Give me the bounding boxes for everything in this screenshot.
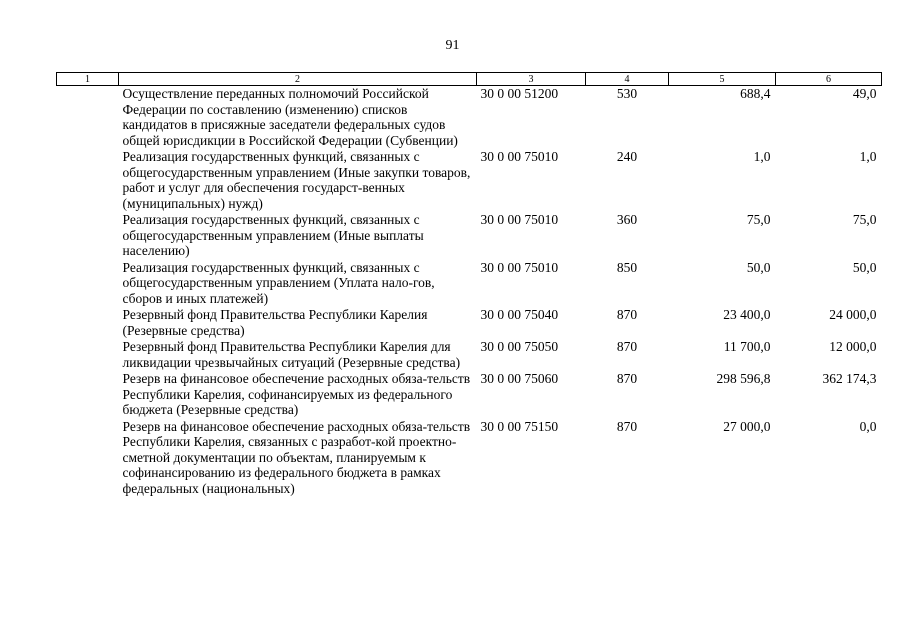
row-index-cell [57,339,119,371]
table-row [57,260,882,308]
expense-type-code: 530 [616,86,638,101]
amount-year-1: 688,4 [740,86,771,101]
expense-type-code: 360 [616,212,638,227]
table-row [57,86,882,150]
expense-type-code: 870 [616,339,638,354]
amount-year-1: 1,0 [753,149,771,164]
expense-name: Резерв на финансовое обеспечение расходных обяза-тельств Республики Карелия, связанных с разработ-кой проектно-сметной документации по объектам, планируемым к софинансированию из федерального бюджета в рамках федеральных (национальных) [122,418,471,496]
column-header: 6 [776,73,882,86]
amount-year-1: 75,0 [746,212,771,227]
expense-type-code: 850 [616,259,638,275]
expense-name: Резервный фонд Правительства Республики Карелия (Резервные средства) [122,307,428,338]
amount-year-2: 362 174,3 [822,371,877,386]
column-header: 3 [477,73,586,86]
target-code: 30 0 00 75010 [480,212,559,227]
target-code: 30 0 00 75150 [480,418,559,434]
table-row [57,419,882,498]
row-index-cell [57,371,119,419]
amount-year-2: 0,0 [859,418,877,434]
row-index-cell [57,419,119,498]
page-number: 91 [445,38,460,53]
column-header: 1 [57,73,119,86]
expense-type-code: 240 [616,149,638,164]
amount-year-2: 50,0 [852,259,877,275]
row-index-cell [57,86,119,150]
row-index-cell [57,260,119,308]
column-header: 5 [669,73,776,86]
expense-name: Реализация государственных функций, связанных с общегосударственным управлением (Уплата нало-гов, сборов и иных платежей) [122,259,435,306]
amount-year-2: 24 000,0 [829,307,877,322]
target-code: 30 0 00 75050 [480,339,559,354]
expense-name: Резерв на финансовое обеспечение расходных обяза-тельств Республики Карелия, софинансируемых из федерального бюджета (Резервные средства) [122,371,471,417]
amount-year-1: 27 000,0 [723,418,771,434]
expense-type-code: 870 [616,307,638,322]
target-code: 30 0 00 75010 [480,149,559,164]
column-number-row [57,73,882,86]
target-code: 30 0 00 75010 [480,259,559,275]
expense-type-code: 870 [616,371,638,386]
row-index-cell [57,212,119,260]
table-row [57,371,882,419]
expense-name: Осуществление переданных полномочий Российской Федерации по составлению (изменению) списков кандидатов в присяжные заседатели федеральных судов общей юрисдикции в Российской Федерации (Субвенции) [122,86,458,148]
target-code: 30 0 00 51200 [480,86,559,101]
amount-year-1: 298 596,8 [716,371,771,386]
amount-year-1: 50,0 [746,259,771,275]
expense-name: Реализация государственных функций, связанных с общегосударственным управлением (Иные выплаты населению) [122,212,424,258]
row-index-cell [57,307,119,339]
amount-year-1: 11 700,0 [723,339,771,354]
column-header: 4 [586,73,669,86]
target-code: 30 0 00 75060 [480,371,559,386]
table-row [57,149,882,212]
column-header: 2 [119,73,477,86]
amount-year-2: 12 000,0 [829,339,877,354]
expense-name: Резервный фонд Правительства Республики Карелия для ликвидации чрезвычайных ситуаций (Резервные средства) [122,339,461,370]
amount-year-2: 1,0 [859,149,877,164]
amount-year-2: 49,0 [852,86,877,101]
table-row [57,339,882,371]
target-code: 30 0 00 75040 [480,307,559,322]
amount-year-2: 75,0 [852,212,877,227]
table-row [57,212,882,260]
table-row [57,307,882,339]
row-index-cell [57,149,119,212]
expense-type-code: 870 [616,418,638,434]
budget-table [56,72,882,497]
amount-year-1: 23 400,0 [723,307,771,322]
expense-name: Реализация государственных функций, связанных с общегосударственным управлением (Иные закупки товаров, работ и услуг для обеспечения государст-венных (муниципальных) нужд) [122,149,471,211]
